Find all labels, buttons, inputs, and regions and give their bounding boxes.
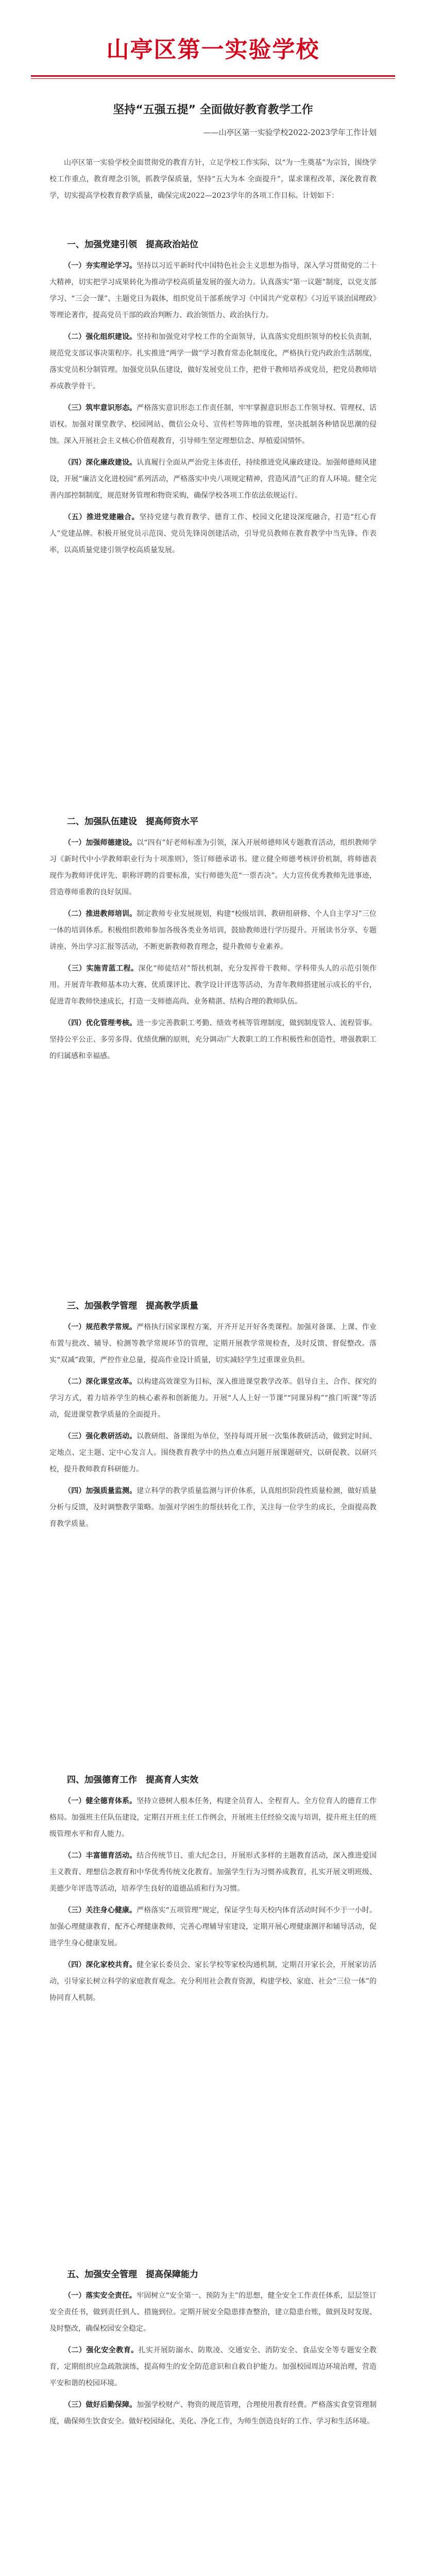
item-text: 严格落实意识形态工作责任制，牢牢掌握意识形态工作领导权、管理权、话语权。加强对课堂教学、校园网站、微信公众号、宣传栏等阵地的管理，坚决抵制各种错误思潮的侵蚀。深入开展社会主义核心价值观教育，引导师生坚定理想信念、厚植爱国情怀。 <box>49 404 377 445</box>
item-text: 建立科学的教学质量监测与评价体系，认真组织阶段性质量检测，做好质量分析与反馈，及时调整教学策略。加强对学困生的帮扶转化工作，关注每一位学生的成长，全面提高教育教学质量。 <box>49 1487 377 1528</box>
item-lead: （一）落实安全责任。 <box>64 2292 137 2300</box>
item-lead: （四）优化管理考核。 <box>64 1019 137 1027</box>
section-item <box>49 509 377 558</box>
item-lead: （三）实施青蓝工程。 <box>64 964 139 973</box>
item-lead: （四）深化家校共育。 <box>64 1961 137 1969</box>
section-item <box>49 400 377 449</box>
section-heading: 三、加强教学管理 提高教学质量 <box>67 1301 198 1311</box>
item-text: 以“四有”好老师标准为引领，深入开展师德师风专题教育活动，组织教师学习《新时代中小学教师职业行为十项准则》，签订师德承诺书。建立健全师德考核评价机制，将师德表现作为教师评优评先、职称评聘的首要标准，实行师德失范“一票否决”。大力宣传优秀教师先进事迹，营造尊师重教的良好氛围。 <box>49 839 377 896</box>
item-lead: （三）关注身心健康。 <box>64 1906 137 1914</box>
document-title: 坚持“五强五提” 全面做好教育教学工作 <box>113 104 313 116</box>
item-text: 坚持党建与教育教学、德育工作、校园文化建设深度融合，打造“红心育人”党建品牌。积极开展党员示范岗、党员先锋岗创建活动，引导党员教师在教育教学中当先锋、作表率，以高质量党建引领学校高质量发展。 <box>49 513 377 554</box>
item-text: 深化“师徒结对”帮扶机制，充分发挥骨干教师、学科带头人的示范引领作用。开展青年教师基本功大赛、优质课评比、教学设计评选等活动，为青年教师搭建展示成长的平台，促进青年教师快速成长，打造一支师德高尚、业务精湛、结构合理的教师队伍。 <box>49 964 377 1006</box>
masthead <box>0 0 426 137</box>
section-body <box>49 258 377 564</box>
section-item <box>49 1319 377 1368</box>
item-lead: （二）强化安全教育。 <box>64 2346 139 2354</box>
item-lead: （四）深化廉政建设。 <box>64 459 137 467</box>
section-item <box>49 2342 377 2392</box>
section-heading: 五、加强安全管理 提高保障能力 <box>67 2269 198 2280</box>
section-item <box>49 1015 377 1064</box>
item-text: 进一步完善教职工考勤、绩效考核等管理制度，做到制度管人、流程管事。坚持公平公正、多劳多得、优绩优酬的原则，充分调动广大教职工的工作积极性和创造性，增强教职工的归属感和幸福感。 <box>49 1019 377 1060</box>
item-lead: （一）规范教学常规。 <box>64 1323 137 1331</box>
item-text: 牢固树立“安全第一、预防为主”的思想，健全安全工作责任体系，层层签订安全责任书，做到责任到人、措施到位。定期开展安全隐患排查整治，建立隐患台账，做到及时发现、及时整改，确保校园安全稳定。 <box>49 2292 377 2333</box>
section-body <box>49 1319 377 1537</box>
item-text: 严格落实“五项管理”规定，保证学生每天校内体育活动时间不少于一小时。加强心理健康教育，配齐心理健康教师，完善心理辅导室建设，定期开展心理健康测评和辅导活动，促进学生身心健康发展。 <box>49 1906 377 1947</box>
item-text: 制定教师专业发展规划，构建“校级培训、教研组研修、个人自主学习”三位一体的培训体系。积极组织教师参加各级各类业务培训，鼓励教师进行学历提升。开展读书分享、专题讲座、外出学习汇报等活动，不断更新教师教育理念，提升教师专业素养。 <box>49 910 377 951</box>
item-lead: （一）加强师德建设。 <box>64 839 137 847</box>
item-lead: （二）强化组织建设。 <box>64 333 137 341</box>
item-lead: （一）健全德育体系。 <box>64 1797 137 1805</box>
item-text: 严格执行国家课程方案，开齐开足开好各类课程。加强对备课、上课、作业布置与批改、辅导、检测等教学常规环节的管理，定期开展教学常规检查，及时反馈、督促整改。落实“双减”政策，严控作业总量，提高作业设计质量，切实减轻学生过重课业负担。 <box>49 1323 377 1364</box>
section-body <box>49 835 377 1070</box>
item-text: 以构建高效课堂为目标，深入推进课堂教学改革。倡导自主、合作、探究的学习方式，着力培养学生的核心素养和创新能力。开展“人人上好一节课”“同课异构”“推门听课”等活动，促进课堂教学质量的全面提升。 <box>49 1378 377 1419</box>
section-item <box>49 835 377 901</box>
item-text: 结合传统节日、重大纪念日，开展形式多样的主题教育活动，深入推进爱国主义教育、理想信念教育和中华优秀传统文化教育。加强学生行为习惯养成教育，扎实开展文明班级、美德少年评选等活动，培养学生良好的道德品质和行为习惯。 <box>49 1852 377 1893</box>
item-lead: （四）加强质量监测。 <box>64 1487 137 1495</box>
item-text: 以教研组、备课组为单位，坚持每周开展一次集体教研活动，做到定时间、定地点、定主题、定中心发言人。围绕教育教学中的热点难点问题开展课题研究，以研促教、以研兴校，提升教师教育科研能力。 <box>49 1432 377 1473</box>
item-text: 坚持立德树人根本任务，构建全员育人、全程育人、全方位育人的德育工作格局。加强班主任队伍建设，定期召开班主任工作例会，开展班主任经验交流与培训，提升班主任的班级管理水平和育人能力。 <box>49 1797 377 1838</box>
section-item <box>49 1428 377 1478</box>
item-lead: （五）推进党建融合。 <box>64 513 140 521</box>
section-item <box>49 906 377 955</box>
item-lead: （二）丰富德育活动。 <box>64 1852 137 1860</box>
masthead-rule <box>31 75 395 77</box>
section-item <box>49 258 377 324</box>
item-lead: （三）强化教研活动。 <box>64 1432 137 1440</box>
section-item <box>49 2287 377 2337</box>
item-lead: （一）夯实理论学习。 <box>64 262 137 270</box>
item-lead: （二）深化课堂改革。 <box>64 1378 137 1386</box>
item-text: 认真履行全面从严治党主体责任，持续推进党风廉政建设。加强师德师风建设，开展“廉洁文化进校园”系列活动，严格落实中央八项规定精神，营造风清气正的育人环境。健全完善内部控制制度，规范财务管理和物资采购，确保学校各项工作依法依规运行。 <box>49 459 377 500</box>
intro-paragraph: 山亭区第一实验学校全面贯彻党的教育方针，立足学校工作实际，以“为一生奠基”为宗旨，围绕学校工作重点，教育理念引领，抓教学保质量，坚持“五大为本 全面提升”，谋求课程改革，深化教育教学，切实提高学校教育教学质量，确保完成2022—2023学年的各项工作目标。计划如下： <box>49 159 377 200</box>
school-name: 山亭区第一实验学校 <box>106 37 320 63</box>
section-item <box>49 1374 377 1423</box>
document-subtitle: ——山亭区第一实验学校2022-2023学年工作计划 <box>203 128 377 137</box>
section-item <box>49 1793 377 1842</box>
section-item <box>49 1483 377 1532</box>
section-item <box>49 329 377 395</box>
section-item <box>49 1848 377 1897</box>
intro <box>49 155 377 209</box>
item-text: 坚持以习近平新时代中国特色社会主义思想为指导，深入学习贯彻党的二十大精神，切实把学习成果转化为推动学校高质量发展的强大动力。认真落实“第一议题”制度，以党支部学习、“三会一课”、主题党日为载体，组织党员干部系统学习《中国共产党章程》《习近平谈治国理政》等理论著作，提高党员干部的政治判断力、政治领悟力、政治执行力。 <box>49 262 377 319</box>
section-item <box>49 1902 377 1952</box>
section-item <box>49 454 377 504</box>
item-text: 扎实开展防溺水、防欺凌、交通安全、消防安全、食品安全等专题安全教育，定期组织应急疏散演练，提高师生的安全防范意识和自救自护能力。加强校园周边环境治理，营造平安和谐的校园环境。 <box>49 2346 377 2387</box>
section-item <box>49 960 377 1010</box>
item-text: 加强学校财产、物资的规范管理，合理使用教育经费。严格落实食堂管理制度，确保师生饮食安全。做好校园绿化、美化、净化工作，为师生创造良好的工作、学习和生活环境。 <box>49 2401 377 2426</box>
masthead-rule-thin <box>31 78 395 79</box>
section-item <box>49 1957 377 2006</box>
item-text: 健全家长委员会、家长学校等家校沟通机制，定期召开家长会，开展家访活动，引导家长树立科学的家庭教育观念。充分利用社会教育资源，构建学校、家庭、社会“三位一体”的协同育人机制。 <box>49 1961 377 2002</box>
section-heading: 二、加强队伍建设 提高师资水平 <box>67 817 198 827</box>
item-text: 坚持和加强党对学校工作的全面领导，认真落实党组织领导的校长负责制，规范党支部议事决策程序。扎实推进“两学一做”学习教育常态化制度化，严格执行党内政治生活制度，落实党员积分制管理。加强党员队伍建设，做好发展党员工作，把骨干教师培养成党员，把党员教师培养成教学骨干。 <box>49 333 377 391</box>
section-body <box>49 2287 377 2435</box>
section-body <box>49 1793 377 2011</box>
item-lead: （三）筑牢意识形态。 <box>64 404 137 412</box>
section-heading: 一、加强党建引领 提高政治站位 <box>67 240 198 250</box>
item-lead: （三）做好后勤保障。 <box>64 2401 137 2409</box>
item-lead: （二）推进教师培训。 <box>64 910 137 918</box>
section-item <box>49 2397 377 2430</box>
section-heading: 四、加强德育工作 提高育人实效 <box>67 1775 198 1785</box>
